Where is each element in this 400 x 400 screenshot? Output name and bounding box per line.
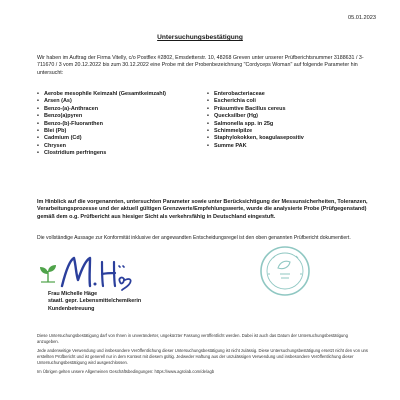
parameter-item: • Präsumtive Bacillus cereus [207, 106, 367, 113]
parameter-item: • Summe PAK [207, 143, 367, 150]
parameter-item: • Arsen (As) [37, 98, 207, 105]
parameter-item: • Aerobe mesophile Keimzahl (Gesamtkeimzahl) [37, 91, 207, 98]
conformity-paragraph: Die vollständige Aussage zur Konformität inklusive der angewandten Entscheidungsregel ist den oben genannten Prüfbericht dokumentiert. [37, 235, 351, 241]
footer-note: Im Übrigen gelten unsere Allgemeinen Geschäftsbedingungen: https://www.agrolab.com/de/agb [37, 369, 215, 375]
conclusion-paragraph: Im Hinblick auf die vorgenannten, untersuchten Parameter sowie unter Berücksichtigung der Messunsicherheiten, Toleranzen, Verarbeitungsprozesse und der aktuell gültigen Grenzwerte/Empfehlungswerte, wurde die analysierte Probe (Prüfgegenstand) gemäß dem o.g. Prüfbericht aus hiesiger Sicht als verkehrsfähig in Deutschland eingestuft. [37, 199, 368, 220]
parameter-item: • Cadmium (Cd) [37, 135, 207, 142]
parameter-column-left [37, 91, 207, 158]
document-title: Untersuchungsbestätigung [157, 34, 243, 41]
footer-note: Diese Untersuchungsbestätigung darf von Ihnen in unveränderter, ungekürzter Fassung veröffentlicht werden. Dabei ist auch das Datum der Untersuchungsbestätigung anzugeben. [37, 333, 348, 344]
signatory-block [48, 291, 141, 313]
document-date: 05.01.2023 [348, 15, 376, 21]
intro-paragraph: Wir haben im Auftrag der Firma Vitelly, c/o Postflex #2802, Emsdetterstr. 10, 48268 Greven unter unserer Prüfberichtsnummer 3188631 / 3-711670 / 3 vom 20.12.2022 bis zum 30.12.2022 eine Probe mit der Probenbezeichnung "Cordyceps Woman" auf folgende Parameter hin untersucht: [37, 55, 364, 76]
parameter-item: • Benzo(a)pyren [37, 113, 207, 120]
footer-notes [37, 333, 369, 379]
parameter-column-right [207, 91, 367, 158]
plant-icon [37, 262, 59, 284]
parameter-item: • Salmonella spp. in 25g [207, 121, 367, 128]
parameter-item: • Clostridium perfringens [37, 150, 207, 157]
parameter-item: • Chrysen [37, 143, 207, 150]
footer-note: Jede anderweitige Verwendung und insbesondere Veröffentlichung dieser Untersuchungsbestätigung ist nicht zulässig. Diese Untersuchungsbestätigung ersetzt nicht den von uns erstellten Prüfbericht und ist generell nur in dem Kontext mit diesem gültig. Jedweder Haftung aus der unzulässigen Verwendung und insbesondere Veröffentlichung dieser Untersuchungsbestätigung wird ausgeschlossen. [37, 348, 368, 366]
signatory-name: Frau Michelle Häge [48, 291, 98, 297]
parameter-item: • Escherichia coli [207, 98, 367, 105]
parameter-item: • Enterobacteriaceae [207, 91, 367, 98]
signatory-role: staatl. gepr. Lebensmittelchemikerin [48, 298, 142, 305]
parameter-item: • Schimmelpilze [207, 128, 367, 135]
parameter-item: • Benzo-(a)-Anthracen [37, 106, 207, 113]
parameter-item: • Staphylokokken, koagulasepositiv [207, 135, 367, 142]
parameter-item: • Benzo-(b)-Fluoranthen [37, 121, 207, 128]
signatory-department: Kundenbetreuung [48, 305, 95, 312]
parameter-item: • Quecksilber (Hg) [207, 113, 367, 120]
company-seal [258, 244, 312, 298]
parameter-item: • Blei (Pb) [37, 128, 207, 135]
handwritten-signature [58, 252, 136, 292]
parameter-list [37, 91, 367, 158]
